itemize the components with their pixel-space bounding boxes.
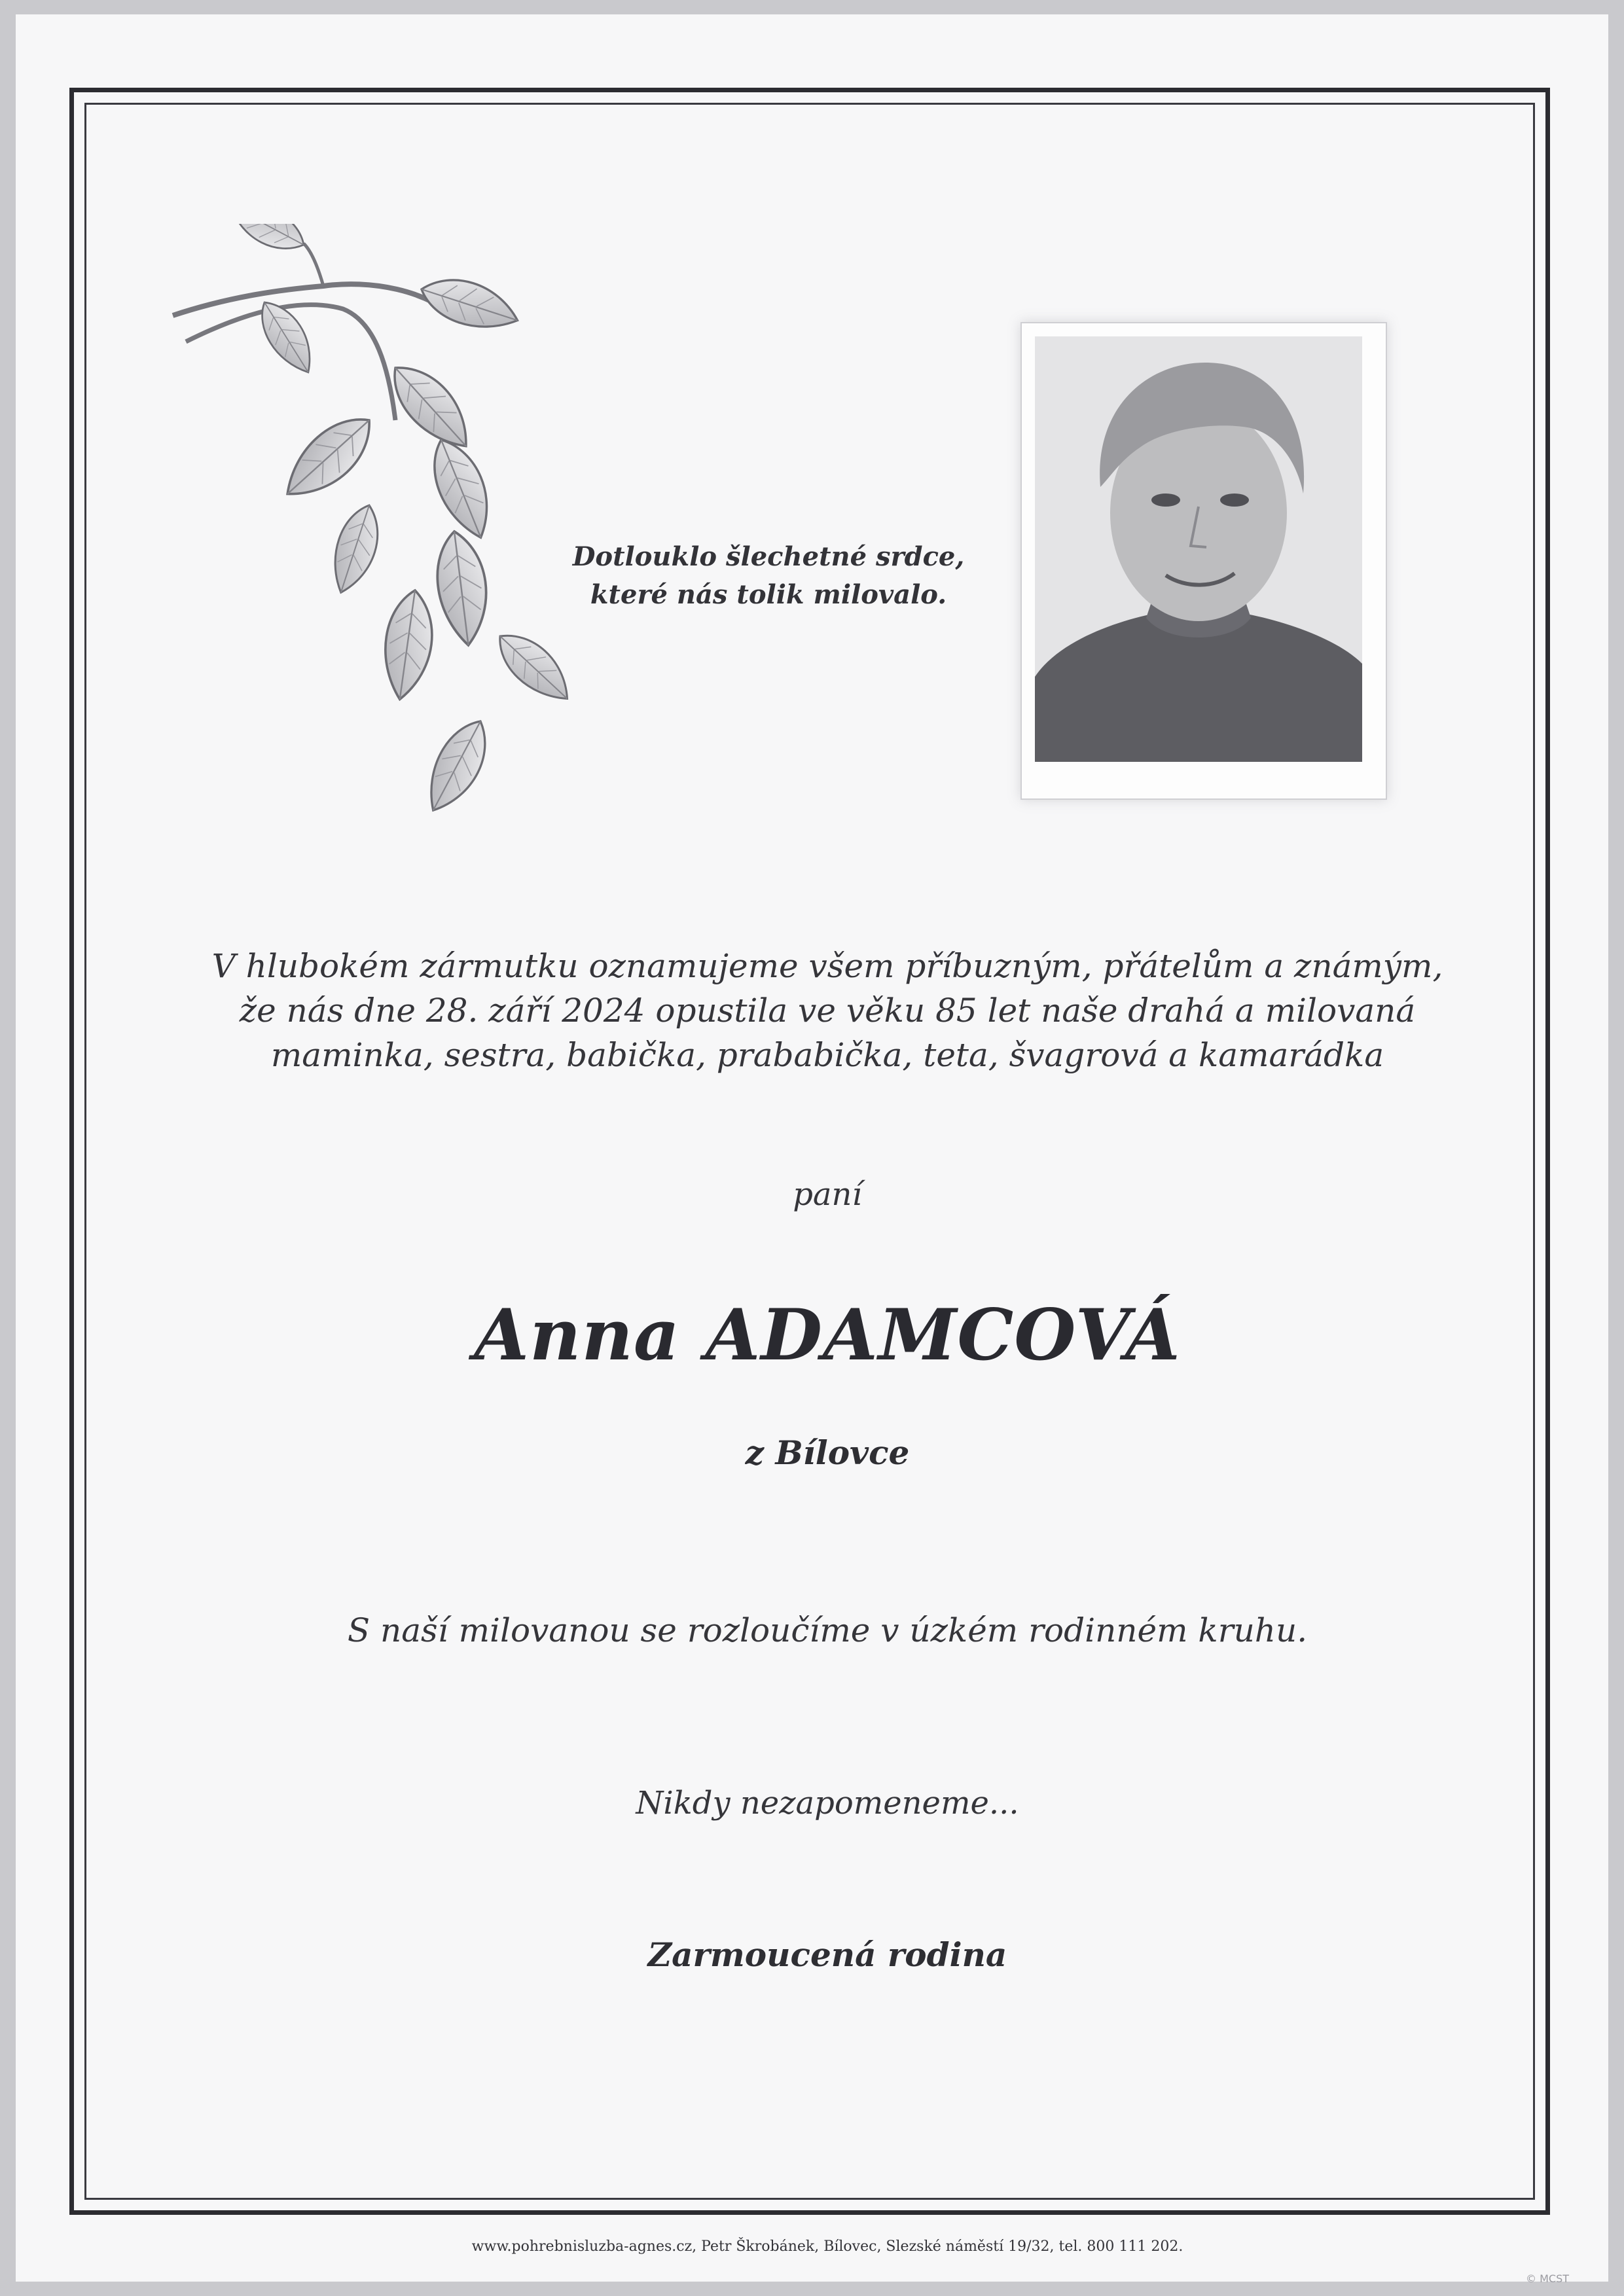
announcement-line-1: V hlubokém zármutku oznamujeme všem příbuzným, přátelům a známým,: [211, 947, 1443, 985]
deceased-name: Anna ADAMCOVÁ: [474, 1294, 1181, 1376]
portrait-frame: [1020, 322, 1387, 800]
leaf-branch-icon: [153, 224, 611, 846]
funeral-service-footer: www.pohrebnisluzba-agnes.cz, Petr Škrobánek, Bílovec, Slezské náměstí 19/32, tel. 800 111 202.: [471, 2238, 1183, 2255]
quote-line-1: Dotlouklo šlechetné srdce,: [572, 541, 965, 572]
signature-text: Zarmoucená rodina: [647, 1935, 1007, 1974]
announcement-line-3: maminka, sestra, babička, prababička, teta, švagrová a kamarádka: [270, 1036, 1384, 1074]
farewell-text: S naší milovanou se rozloučíme v úzkém rodinném kruhu.: [347, 1611, 1308, 1649]
portrait-photo: [1035, 336, 1362, 762]
origin-text: z Bílovce: [745, 1433, 910, 1472]
copyright-mark: © MCST: [1526, 2272, 1569, 2285]
closing-text: Nikdy nezapomeneme...: [636, 1785, 1019, 1821]
honorific: paní: [793, 1176, 862, 1213]
obituary-sheet: [16, 14, 1608, 2285]
announcement-text: [147, 944, 1508, 1077]
announcement-line-2: že nás dne 28. září 2024 opustila ve věku 85 let naše drahá a milovaná: [239, 992, 1416, 1030]
quote: [559, 538, 978, 614]
quote-line-2: které nás tolik milovalo.: [590, 579, 947, 610]
